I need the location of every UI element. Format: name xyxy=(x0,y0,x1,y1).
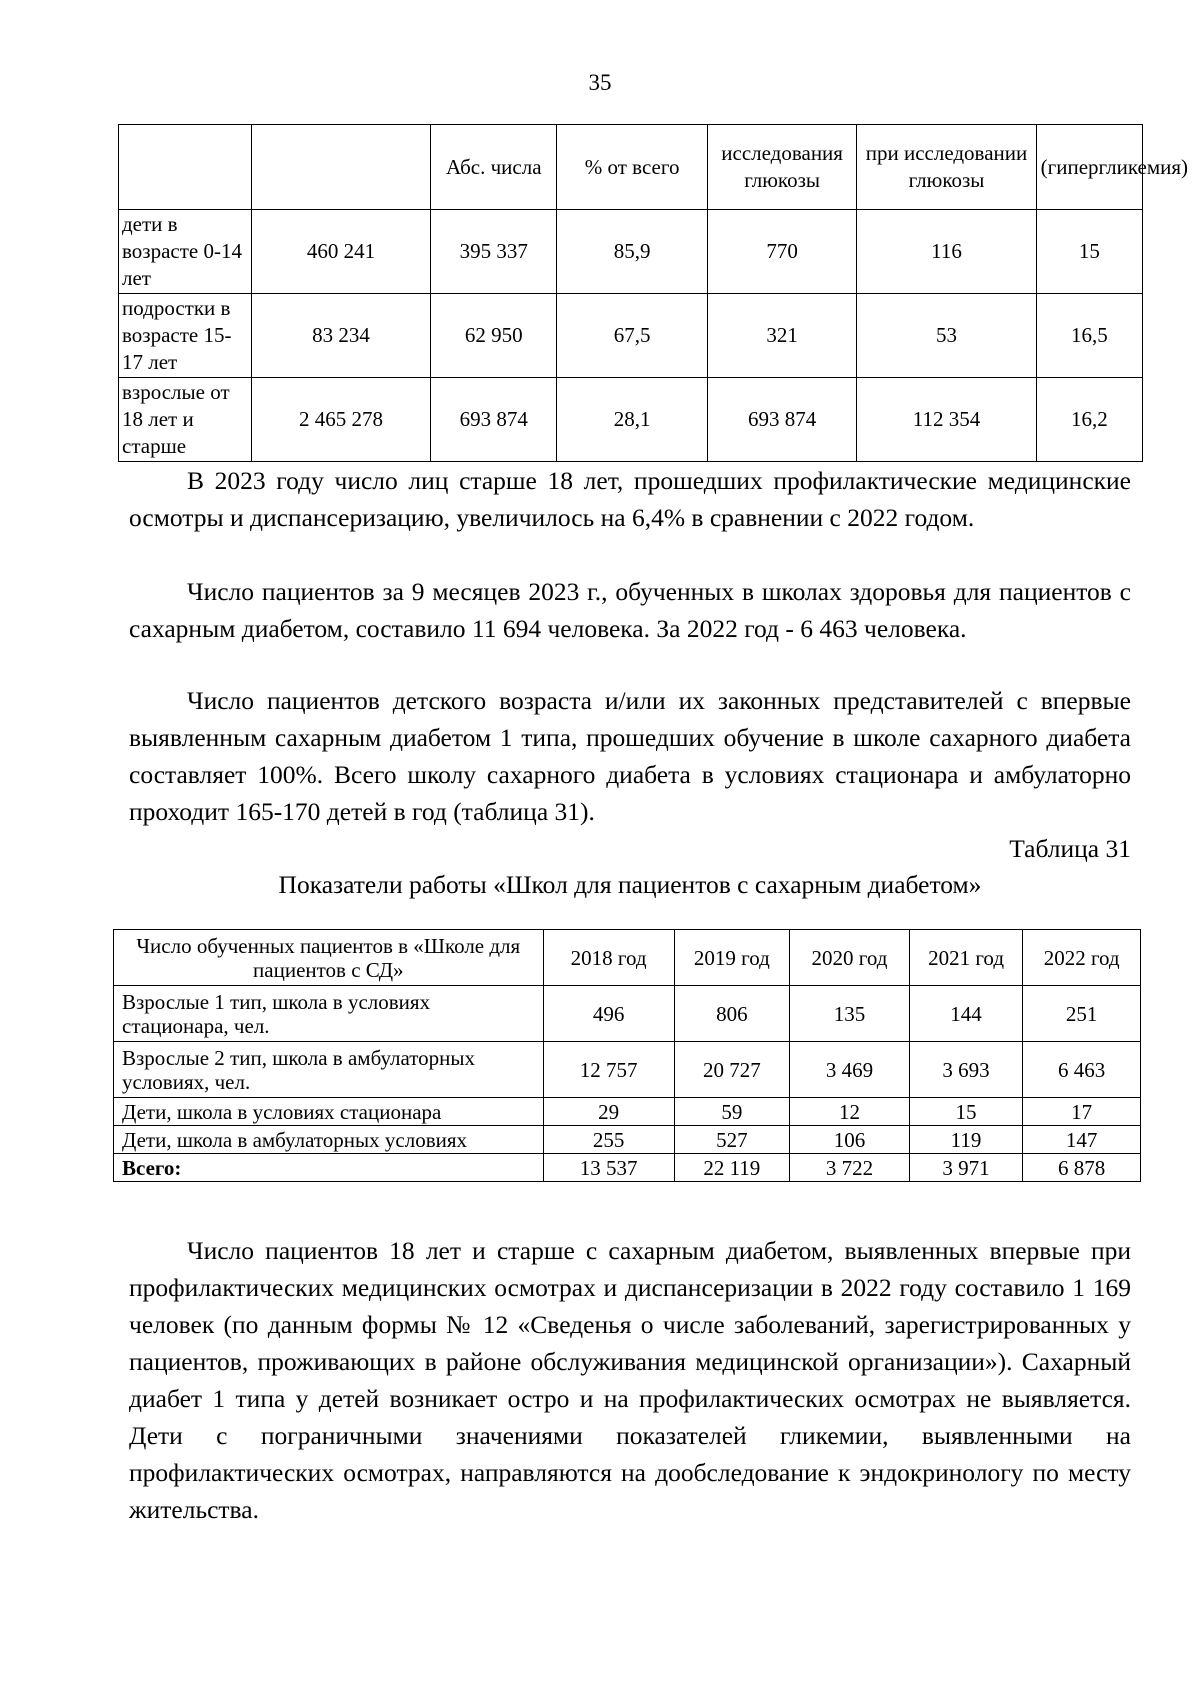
cell: 3 722 xyxy=(790,1154,910,1182)
year-header: 2022 год xyxy=(1023,930,1141,986)
cell: 12 757 xyxy=(543,1042,674,1098)
header-cell: (гипергликемия) xyxy=(1036,125,1142,210)
table-row xyxy=(119,210,1143,294)
cell: 16,5 xyxy=(1036,294,1142,378)
header-cell: при исследовании глюкозы xyxy=(857,125,1036,210)
table-row xyxy=(114,1042,1141,1098)
cell: 3 693 xyxy=(909,1042,1023,1098)
cell: 59 xyxy=(674,1098,790,1126)
cell: 85,9 xyxy=(557,210,708,294)
cell: 693 874 xyxy=(431,378,557,462)
cell: 22 119 xyxy=(674,1154,790,1182)
cell: 67,5 xyxy=(557,294,708,378)
cell: 6 463 xyxy=(1023,1042,1141,1098)
year-header: 2021 год xyxy=(909,930,1023,986)
year-header: 2018 год xyxy=(543,930,674,986)
cell: 83 234 xyxy=(251,294,430,378)
table-diabetes-schools xyxy=(113,929,1141,1182)
table-row xyxy=(114,986,1141,1042)
cell: 15 xyxy=(909,1098,1023,1126)
cell: 13 537 xyxy=(543,1154,674,1182)
header-cell xyxy=(119,125,252,210)
row-label: дети в возрасте 0-14 лет xyxy=(119,210,252,294)
table-glucose-screening xyxy=(118,124,1189,462)
cell: 3 469 xyxy=(790,1042,910,1098)
cell: 6 878 xyxy=(1023,1154,1141,1182)
cell: 15 xyxy=(1036,210,1142,294)
cell: 17 xyxy=(1023,1098,1141,1126)
cell: 496 xyxy=(543,986,674,1042)
table-row xyxy=(114,1126,1141,1154)
row-label: Взрослые 2 тип, школа в амбулаторных условиях, чел. xyxy=(114,1042,544,1098)
cell: 255 xyxy=(543,1126,674,1154)
paragraph-children-schools: Число пациентов детского возраста и/или их законных представителей с впервые выявленным сахарным диабетом 1 типа, прошедших обучение в школе сахарного диабета составляет 100%. Всего школу сахарного диабета в условиях стационара и амбулаторно проходит 165-170 детей в год (таблица 31). xyxy=(129,686,1131,826)
table-row xyxy=(119,294,1143,378)
table-number-label: Таблица 31 xyxy=(1009,834,1131,863)
cell: 806 xyxy=(674,986,790,1042)
cell: 116 xyxy=(857,210,1036,294)
row-label: Дети, школа в условиях стационара xyxy=(114,1098,544,1126)
cell: 527 xyxy=(674,1126,790,1154)
table-header-row xyxy=(114,930,1141,986)
cell: 395 337 xyxy=(431,210,557,294)
cell: 144 xyxy=(909,986,1023,1042)
cell: 16,2 xyxy=(1036,378,1142,462)
row-label: взрослые от 18 лет и старше xyxy=(119,378,252,462)
cell: 20 727 xyxy=(674,1042,790,1098)
row-label: Всего: xyxy=(114,1154,544,1182)
cell: 28,1 xyxy=(557,378,708,462)
cell: 53 xyxy=(857,294,1036,378)
cell: 12 xyxy=(790,1098,910,1126)
cell: 3 971 xyxy=(909,1154,1023,1182)
cell: 106 xyxy=(790,1126,910,1154)
cell: 321 xyxy=(707,294,856,378)
row-label: подростки в возрасте 15-17 лет xyxy=(119,294,252,378)
cell: 2 465 278 xyxy=(251,378,430,462)
paragraph-newly-detected: Число пациентов 18 лет и старше с сахарным диабетом, выявленных впервые при профилактических медицинских осмотрах и диспансеризации в 2022 году составило 1 169 человек (по данным формы № 12 «Сведенья о числе заболеваний, зарегистрированных у пациентов, проживающих в районе обслуживания медицинской организации»). Сахарный диабет 1 типа у детей возникает остро и на профилактических осмотрах не выявляется. Дети с пограничными значениями показателей гликемии, выявленными на профилактических осмотрах, направляются на дообследование к эндокринологу по месту жительства. xyxy=(129,1236,1131,1524)
table-header-row xyxy=(119,125,1143,210)
table-total-row xyxy=(114,1154,1141,1182)
cell: 147 xyxy=(1023,1126,1141,1154)
page-number: 35 xyxy=(588,70,612,95)
cell: 693 874 xyxy=(707,378,856,462)
cell: 29 xyxy=(543,1098,674,1126)
table-row xyxy=(119,378,1143,462)
cell: 251 xyxy=(1023,986,1141,1042)
header-cell: % от всего xyxy=(557,125,708,210)
row-label: Дети, школа в амбулаторных условиях xyxy=(114,1126,544,1154)
paragraph-screening-increase: В 2023 году число лиц старше 18 лет, прошедших профилактические медицинские осмотры и диспансеризацию, увеличилось на 6,4% в сравнении с 2022 годом. xyxy=(129,466,1131,532)
cell: 119 xyxy=(909,1126,1023,1154)
cell: 770 xyxy=(707,210,856,294)
header-cell: исследования глюкозы xyxy=(707,125,856,210)
paragraph-schools-trained: Число пациентов за 9 месяцев 2023 г., обученных в школах здоровья для пациентов с сахарным диабетом, составило 11 694 человека. За 2022 год - 6 463 человека. xyxy=(129,577,1131,643)
header-cell xyxy=(251,125,430,210)
year-header: 2020 год xyxy=(790,930,910,986)
cell: 112 354 xyxy=(857,378,1036,462)
table-title: Показатели работы «Школ для пациентов с сахарным диабетом» xyxy=(278,870,982,899)
header-cell: Число обученных пациентов в «Школе для пациентов с СД» xyxy=(114,930,544,986)
year-header: 2019 год xyxy=(674,930,790,986)
header-cell: Абс. числа xyxy=(431,125,557,210)
cell: 460 241 xyxy=(251,210,430,294)
table-row xyxy=(114,1098,1141,1126)
cell: 62 950 xyxy=(431,294,557,378)
cell: 135 xyxy=(790,986,910,1042)
row-label: Взрослые 1 тип, школа в условиях стационара, чел. xyxy=(114,986,544,1042)
